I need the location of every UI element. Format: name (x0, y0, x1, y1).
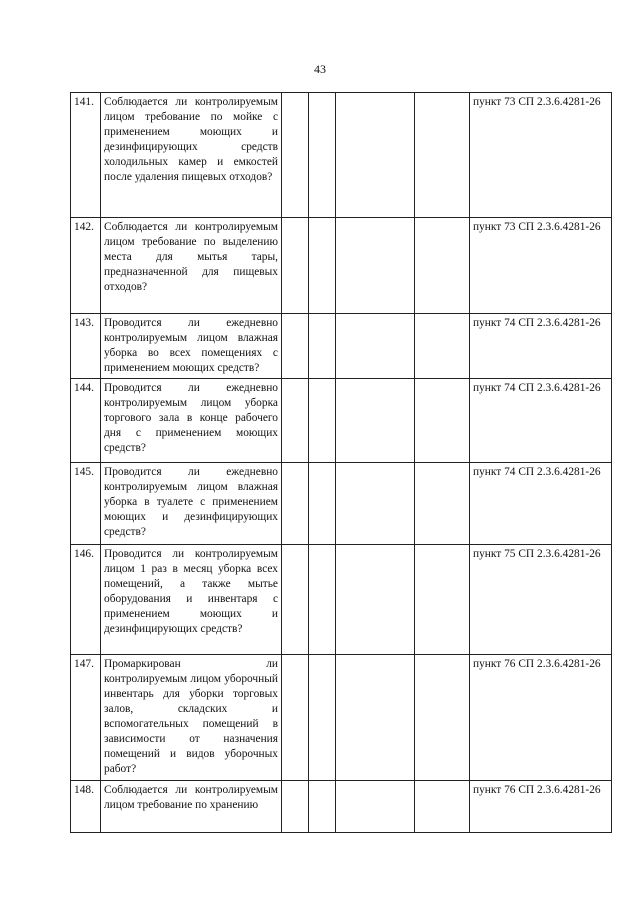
table-row (71, 314, 612, 379)
answer-cell-yes[interactable] (282, 545, 309, 655)
row-number: 143. (71, 314, 101, 379)
note-cell[interactable] (415, 655, 470, 781)
question-text: Соблюдается ли контролируемым лицом требование по мойке с применением моющих и дезинфицирующих средств холодильных камер и емкостей после удаления пищевых отходов? (101, 93, 282, 218)
question-text: Промаркирован ли контролируемым лицом уборочный инвентарь для уборки торговых залов, складских и вспомогательных помещений в зависимости от назначения помещений и видов уборочных работ? (101, 655, 282, 781)
row-number: 148. (71, 781, 101, 833)
table-row (71, 379, 612, 463)
requirement-reference: пункт 74 СП 2.3.6.4281-26 (470, 379, 612, 463)
answer-cell-yes[interactable] (282, 655, 309, 781)
answer-cell-no[interactable] (309, 314, 336, 379)
page-number: 43 (314, 62, 326, 76)
requirement-reference: пункт 73 СП 2.3.6.4281-26 (470, 93, 612, 218)
row-number: 146. (71, 545, 101, 655)
answer-cell-na[interactable] (336, 463, 415, 545)
answer-cell-na[interactable] (336, 93, 415, 218)
note-cell[interactable] (415, 545, 470, 655)
answer-cell-yes[interactable] (282, 93, 309, 218)
requirement-reference: пункт 75 СП 2.3.6.4281-26 (470, 545, 612, 655)
answer-cell-yes[interactable] (282, 781, 309, 833)
note-cell[interactable] (415, 781, 470, 833)
answer-cell-yes[interactable] (282, 463, 309, 545)
requirement-reference: пункт 76 СП 2.3.6.4281-26 (470, 781, 612, 833)
note-cell[interactable] (415, 93, 470, 218)
table-row (71, 545, 612, 655)
question-text: Проводится ли ежедневно контролируемым лицом влажная уборка во всех помещениях с применением моющих средств? (101, 314, 282, 379)
requirement-reference: пункт 74 СП 2.3.6.4281-26 (470, 314, 612, 379)
question-text: Проводится ли ежедневно контролируемым лицом влажная уборка в туалете с применением моющих и дезинфицирующих средств? (101, 463, 282, 545)
answer-cell-na[interactable] (336, 218, 415, 314)
question-text: Проводится ли контролируемым лицом 1 раз в месяц уборка всех помещений, а также мытье оборудования и инвентаря с применением моющих и дезинфицирующих средств? (101, 545, 282, 655)
requirement-reference: пункт 76 СП 2.3.6.4281-26 (470, 655, 612, 781)
answer-cell-na[interactable] (336, 379, 415, 463)
answer-cell-na[interactable] (336, 314, 415, 379)
answer-cell-no[interactable] (309, 463, 336, 545)
answer-cell-yes[interactable] (282, 314, 309, 379)
question-text: Проводится ли ежедневно контролируемым лицом уборка торгового зала в конце рабочего дня с применением моющих средств? (101, 379, 282, 463)
row-number: 145. (71, 463, 101, 545)
answer-cell-yes[interactable] (282, 379, 309, 463)
requirement-reference: пункт 73 СП 2.3.6.4281-26 (470, 218, 612, 314)
requirement-reference: пункт 74 СП 2.3.6.4281-26 (470, 463, 612, 545)
note-cell[interactable] (415, 218, 470, 314)
answer-cell-na[interactable] (336, 655, 415, 781)
answer-cell-no[interactable] (309, 93, 336, 218)
checklist-table (70, 92, 612, 833)
answer-cell-no[interactable] (309, 655, 336, 781)
answer-cell-na[interactable] (336, 781, 415, 833)
row-number: 147. (71, 655, 101, 781)
table-row (71, 655, 612, 781)
note-cell[interactable] (415, 314, 470, 379)
answer-cell-no[interactable] (309, 218, 336, 314)
table-row (71, 781, 612, 833)
answer-cell-no[interactable] (309, 781, 336, 833)
question-text: Соблюдается ли контролируемым лицом требование по выделению места для мытья тары, предназначенной для пищевых отходов? (101, 218, 282, 314)
row-number: 144. (71, 379, 101, 463)
answer-cell-no[interactable] (309, 379, 336, 463)
table-row (71, 463, 612, 545)
question-text: Соблюдается ли контролируемым лицом требование по хранению (101, 781, 282, 833)
answer-cell-no[interactable] (309, 545, 336, 655)
note-cell[interactable] (415, 463, 470, 545)
row-number: 141. (71, 93, 101, 218)
table-row (71, 93, 612, 218)
answer-cell-yes[interactable] (282, 218, 309, 314)
answer-cell-na[interactable] (336, 545, 415, 655)
row-number: 142. (71, 218, 101, 314)
table-row (71, 218, 612, 314)
note-cell[interactable] (415, 379, 470, 463)
